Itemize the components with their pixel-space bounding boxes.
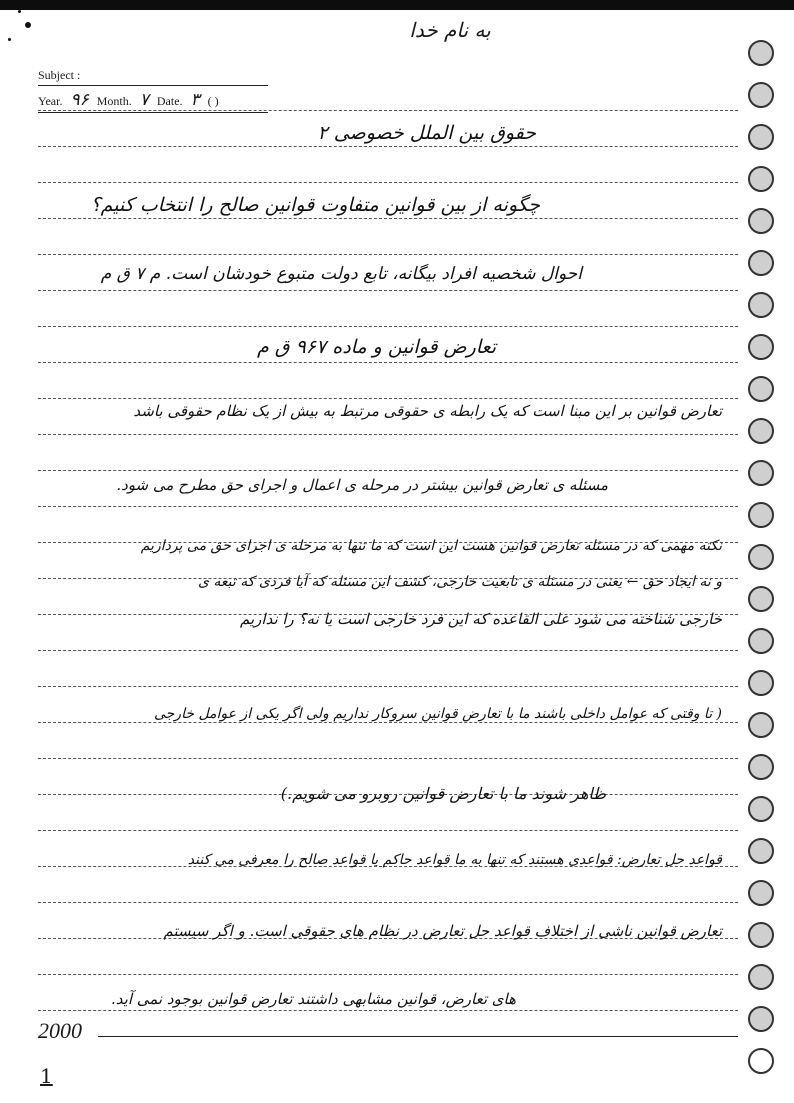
handwritten-line: چگونه از بین قوانین متفاوت قوانین صالح را انتخاب کنیم؟ xyxy=(90,194,540,216)
handwritten-line: حقوق بین الملل خصوصی ۲ xyxy=(317,122,536,144)
binder-hole xyxy=(748,376,774,402)
handwritten-line: مسئله ی تعارض قوانین بیشتر در مرحله ی اعمال و اجرای حق مطرح می شود. xyxy=(116,476,608,494)
handwritten-line: احوال شخصیه افراد بیگانه، تابع دولت متبوع خودشان است. م ۷ ق م xyxy=(100,264,582,284)
handwritten-line: نکته مهمی که در مسئله تعارض قوانین هست این است که ما تنها به مرحله ی اجرای حق می پردازیم xyxy=(140,538,722,554)
footer-year: 2000 xyxy=(38,1018,82,1043)
ruled-line xyxy=(38,758,738,759)
ruled-line xyxy=(38,722,738,723)
binder-hole xyxy=(748,1048,774,1074)
ruled-line xyxy=(38,506,738,507)
binder-hole xyxy=(748,880,774,906)
year-label: Year. xyxy=(38,94,63,108)
binder-hole xyxy=(748,796,774,822)
ruled-line xyxy=(38,326,738,327)
page-number: 1 xyxy=(40,1064,53,1088)
binder-hole xyxy=(748,754,774,780)
month-label: Month. xyxy=(96,94,132,108)
binder-hole xyxy=(748,418,774,444)
binder-holes xyxy=(748,30,782,1100)
binder-hole xyxy=(748,838,774,864)
footer-rule xyxy=(98,1036,738,1037)
binder-hole xyxy=(748,460,774,486)
page-heading-bismillah: به نام خدا xyxy=(409,18,491,42)
binder-hole xyxy=(748,250,774,276)
ruled-line xyxy=(38,974,738,975)
page-footer xyxy=(38,1018,738,1044)
ink-dot xyxy=(18,10,21,13)
binder-hole xyxy=(748,1006,774,1032)
ruled-line xyxy=(38,218,738,219)
ruled-line xyxy=(38,830,738,831)
ruled-line xyxy=(38,398,738,399)
ruled-line xyxy=(38,470,738,471)
ink-dot xyxy=(8,38,11,41)
ruled-line xyxy=(38,254,738,255)
binder-hole xyxy=(748,502,774,528)
binder-hole xyxy=(748,670,774,696)
binder-hole xyxy=(748,334,774,360)
handwritten-line: ظاهر شوند ما با تعارض قوانین روبرو می شویم.) xyxy=(280,784,606,803)
ruled-line xyxy=(38,650,738,651)
ruled-line xyxy=(38,362,738,363)
ruled-line xyxy=(38,1010,738,1011)
handwritten-line: خارجی شناخته می شود علی القاعده که این فرد خارجی است یا نه؟ را نداریم xyxy=(240,610,722,628)
binder-hole xyxy=(748,124,774,150)
handwritten-line: تعارض قوانین بر این مبنا است که یک رابطه ی حقوقی مرتبط به بیش از یک نظام حقوقی باشد xyxy=(133,402,722,420)
ruled-line xyxy=(38,290,738,291)
date-label: Date. xyxy=(156,94,183,108)
ruled-line xyxy=(38,146,738,147)
handwritten-line: تعارض قوانین و ماده ۹۶۷ ق م xyxy=(257,336,496,358)
binder-hole xyxy=(748,40,774,66)
ink-dot xyxy=(25,22,31,28)
ruled-line xyxy=(38,434,738,435)
binder-hole xyxy=(748,292,774,318)
subject-row xyxy=(38,68,268,86)
scan-top-edge xyxy=(0,0,794,10)
binder-hole xyxy=(748,922,774,948)
ruled-line xyxy=(38,902,738,903)
handwritten-line: قواعد حل تعارض: قواعدی هستند که تنها به ما قواعد حاکم یا قواعد صالح را معرفی می کنند xyxy=(187,852,722,868)
binder-hole xyxy=(748,712,774,738)
binder-hole xyxy=(748,544,774,570)
ruled-line xyxy=(38,110,738,111)
handwritten-line: های تعارض، قوانین مشابهی داشتند تعارض قوانین بوجود نمی آید. xyxy=(111,990,516,1008)
date-value: ۳ xyxy=(190,90,200,110)
binder-hole xyxy=(748,166,774,192)
binder-hole xyxy=(748,586,774,612)
ruled-line xyxy=(38,686,738,687)
handwritten-line: تعارض قوانین ناشی از اختلاف قواعد حل تعارض در نظام های حقوقی است. و اگر سیستم xyxy=(163,922,722,940)
date-paren: ( ) xyxy=(207,94,219,108)
subject-label: Subject : xyxy=(38,68,81,82)
ruled-line xyxy=(38,182,738,183)
binder-hole xyxy=(748,964,774,990)
binder-hole xyxy=(748,82,774,108)
month-value: ۷ xyxy=(139,90,149,110)
year-value: ۹۶ xyxy=(70,90,89,110)
binder-hole xyxy=(748,208,774,234)
handwritten-line: ( تا وقتی که عوامل داخلی باشند ما با تعارض قوانین سروکار نداریم ولی اگر یکی از عوامل خارجی xyxy=(153,706,722,722)
handwritten-line: و نه ایجاد حق ← یعنی در مسئله ی تابعیت خارجی، کشف این مسئله که آیا فردی که تبعه ی xyxy=(197,574,722,590)
binder-hole xyxy=(748,628,774,654)
